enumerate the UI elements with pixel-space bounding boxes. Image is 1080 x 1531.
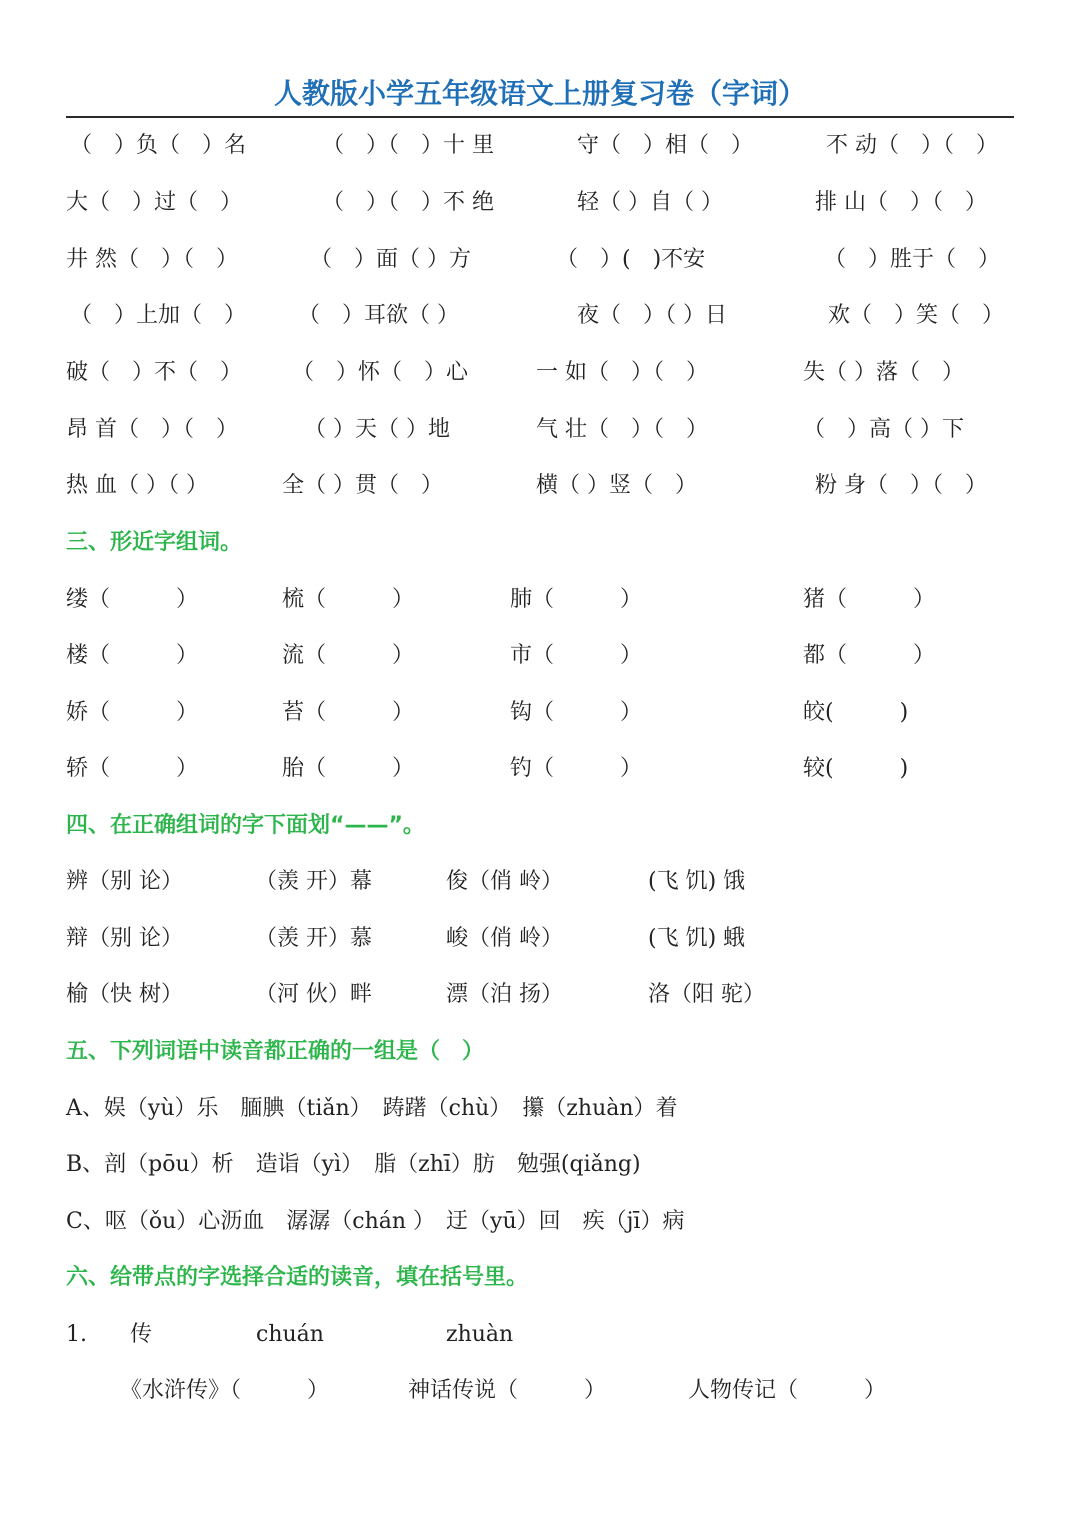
idiom-item: （ ）负（ ）名 xyxy=(70,133,247,158)
idiom-item: 守（ ）相（ ） xyxy=(577,133,754,158)
idiom-item: 井 然（ ）（ ） xyxy=(66,247,238,272)
idiom-row xyxy=(0,466,1080,506)
idiom-item: （ ）怀（ ）心 xyxy=(292,360,469,385)
answer-item: 《水浒传》（ ） xyxy=(120,1378,330,1403)
word-item: 都（ ） xyxy=(803,643,936,668)
word-item: 流（ ） xyxy=(282,643,415,668)
word-item: 猪（ ） xyxy=(803,587,936,612)
idiom-item: （ ）天（ ）地 xyxy=(304,417,450,442)
idiom-item: 气 壮（ ）（ ） xyxy=(536,417,708,442)
option-a: A、娱（yù）乐 腼腆（tiǎn） 踌躇（chù） 攥（zhuàn）着 xyxy=(66,1096,678,1121)
word-item: 市（ ） xyxy=(510,643,643,668)
idiom-item: 昂 首（ ）（ ） xyxy=(66,417,238,442)
idiom-item: 一 如（ ）（ ） xyxy=(536,360,708,385)
section-heading: 五、下列词语中读音都正确的一组是（ ） xyxy=(66,1039,485,1064)
word-item: 苔（ ） xyxy=(282,700,415,725)
option-c: C、呕（ǒu）心沥血 潺潺（chán ） 迂（yū）回 疾（jī）病 xyxy=(66,1209,685,1234)
choice-item: 漂（泊 扬） xyxy=(446,982,563,1007)
choice-item: 榆（快 树） xyxy=(66,982,183,1007)
choice-item: 俊（俏 岭） xyxy=(446,869,563,894)
word-row xyxy=(0,580,1080,620)
section-heading: 三、形近字组词。 xyxy=(66,530,243,555)
word-row xyxy=(0,636,1080,676)
word-item: 梳（ ） xyxy=(282,587,415,612)
idiom-item: （ ）高（ ）下 xyxy=(803,417,964,442)
idiom-row xyxy=(0,126,1080,166)
idiom-item: （ ）上加（ ） xyxy=(70,303,247,328)
section-heading: 四、在正确组词的字下面划“——”。 xyxy=(66,813,425,838)
idiom-row xyxy=(0,353,1080,393)
choice-item: (飞 饥) 蛾 xyxy=(648,926,746,951)
word-item: 钓（ ） xyxy=(510,756,643,781)
choice-row xyxy=(0,862,1080,902)
idiom-item: 破（ ）不（ ） xyxy=(66,360,243,385)
word-item: 娇（ ） xyxy=(66,700,199,725)
idiom-item: （ ）（ ）不 绝 xyxy=(322,190,494,215)
idiom-item: 夜（ ）（ ）日 xyxy=(577,303,727,328)
choice-item: （河 伙）畔 xyxy=(255,982,372,1007)
word-item: 钩（ ） xyxy=(510,700,643,725)
idiom-item: 排 山（ ）（ ） xyxy=(815,190,987,215)
idiom-item: 不 动（ ）（ ） xyxy=(826,133,998,158)
word-item: 皎( ) xyxy=(803,700,909,725)
title-divider xyxy=(66,116,1014,118)
idiom-item: 热 血（ ）（ ） xyxy=(66,473,208,498)
choice-item: 洛（阳 驼） xyxy=(648,982,765,1007)
question-number: 1. xyxy=(66,1322,87,1347)
question-row xyxy=(0,1315,1080,1355)
idiom-item: 横（ ）竖（ ） xyxy=(536,473,697,498)
choice-item: (飞 饥) 饿 xyxy=(648,869,746,894)
word-item: 楼（ ） xyxy=(66,643,199,668)
choice-row xyxy=(0,919,1080,959)
word-item: 肺（ ） xyxy=(510,587,643,612)
word-item: 较( ) xyxy=(803,756,909,781)
idiom-row xyxy=(0,410,1080,450)
idiom-item: 轻（ ）自（ ） xyxy=(577,190,723,215)
idiom-item: 粉 身（ ）（ ） xyxy=(815,473,987,498)
idiom-item: （ ）耳欲（ ） xyxy=(298,303,459,328)
idiom-row xyxy=(0,240,1080,280)
section-heading: 六、给带点的字选择合适的读音，填在括号里。 xyxy=(66,1265,529,1290)
answer-item: 人物传记（ ） xyxy=(688,1378,887,1403)
word-row xyxy=(0,749,1080,789)
word-item: 缕（ ） xyxy=(66,587,199,612)
choice-item: 辨（别 论） xyxy=(66,869,183,894)
page-title: 人教版小学五年级语文上册复习卷（字词） xyxy=(273,77,806,110)
word-row xyxy=(0,693,1080,733)
idiom-item: 欢（ ）笑（ ） xyxy=(828,303,1005,328)
choice-item: 峻（俏 岭） xyxy=(446,926,563,951)
question-char: 传 xyxy=(130,1322,153,1347)
idiom-item: （ ）( )不安 xyxy=(556,247,706,272)
idiom-item: （ ）面（ ）方 xyxy=(310,247,471,272)
idiom-item: 失（ ）落（ ） xyxy=(803,360,964,385)
choice-item: （羡 开）慕 xyxy=(255,926,372,951)
answer-item: 神话传说（ ） xyxy=(408,1378,607,1403)
idiom-item: 全（ ）贯（ ） xyxy=(282,473,443,498)
choice-row xyxy=(0,975,1080,1015)
idiom-item: （ ）（ ）十 里 xyxy=(322,133,494,158)
reading-option: chuán xyxy=(256,1322,324,1347)
idiom-row xyxy=(0,296,1080,336)
choice-item: 辩（别 论） xyxy=(66,926,183,951)
word-item: 轿（ ） xyxy=(66,756,199,781)
idiom-item: 大（ ）过（ ） xyxy=(66,190,243,215)
answer-row xyxy=(0,1371,1080,1411)
reading-option: zhuàn xyxy=(446,1322,514,1347)
option-b: B、剖（pōu）析 造诣（yì） 脂（zhī）肪 勉强(qiǎng) xyxy=(66,1152,641,1177)
choice-item: （羡 开）幕 xyxy=(255,869,372,894)
idiom-item: （ ）胜于（ ） xyxy=(824,247,1001,272)
idiom-row xyxy=(0,183,1080,223)
word-item: 胎（ ） xyxy=(282,756,415,781)
